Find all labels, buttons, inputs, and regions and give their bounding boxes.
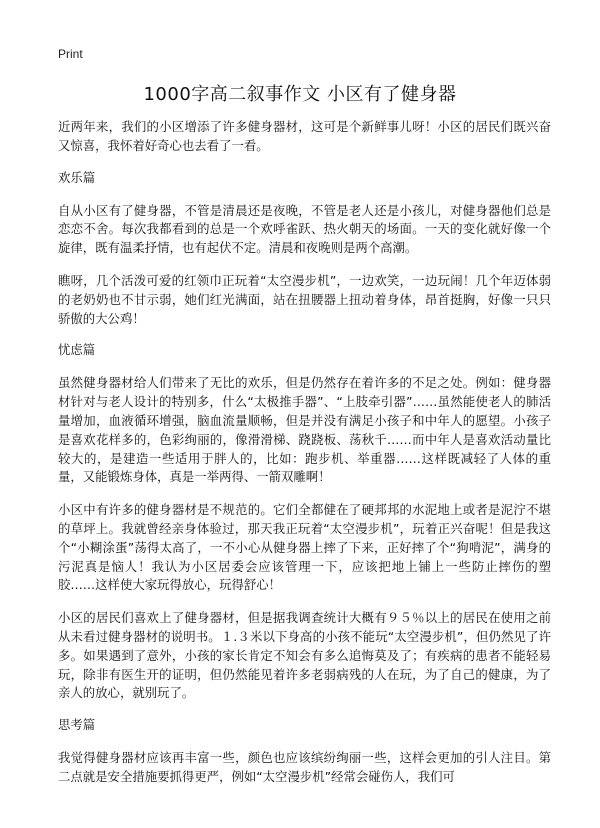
print-link[interactable]: Print [58, 47, 83, 61]
paragraph-intro: 近两年来，我们的小区增添了许多健身器材，这可是个新鲜事儿呀！小区的居民们既兴奋又惊喜，我怀着好奇心也去看了一看。 [58, 119, 551, 153]
paragraph-worry-1: 虽然健身器材给人们带来了无比的欢乐，但是仍然存在着许多的不足之处。例如：健身器材针对与老人设计的特别多，什么“太极推手器”、“上肢牵引器”……虽然能使老人的肺活量增加，血液循环增强，脑血流量顺畅，但是并没有满足小孩子和中年人的愿望。小孩子是喜欢花样多的，色彩绚丽的，像滑滑梯、跷跷板、荡秋千……而中年人是喜欢活动量比较大的，是建造一些适用于胖人的，比如：跑步机、举重器……这样既减轻了人体的重量，又能锻炼身体，真是一举两得、一箭双雕啊！ [58, 375, 551, 485]
paragraph-worry-3: 小区的居民们喜欢上了健身器材，但是据我调查统计大概有９５％以上的居民在使用之前从未看过健身器材的说明书。１.３米以下身高的小孩不能玩“太空漫步机”，但仍然见了许多。如果遇到了意外，小孩的家长肯定不知会有多么追悔莫及了；有疾病的患者不能轻易玩，除非有医生开的证明，但仍然能见着许多老弱病残的人在玩，为了自己的健康，为了亲人的放心，就别玩了。 [58, 610, 551, 701]
paragraph-reflection-1: 我觉得健身器材应该再丰富一些，颜色也应该缤纷绚丽一些，这样会更加的引人注目。第二点就是安全措施要抓得更严，例如“太空漫步机”经常会碰伤人，我们可 [58, 750, 551, 784]
paragraph-worry-2: 小区中有许多的健身器材是不规范的。它们全都健在了硬邦邦的水泥地上或者是泥泞不堪的草坪上。我就曾经亲身体验过，那天我正玩着“太空漫步机”，玩着正兴奋呢！但是我这个“小糊涂蛋”荡得太高了，一不小心从健身器上摔了下来，正好摔了个“狗啃泥”，满身的污泥真是恼人！我认为小区居委会应该管理一下，应该把地上铺上一些防止摔伤的塑胶……这样使大家玩得放心，玩得舒心！ [58, 502, 551, 593]
article-title: 1000字高二叙事作文 小区有了健身器 [143, 84, 457, 105]
section-heading-joy: 欢乐篇 [58, 169, 96, 185]
article-body [58, 118, 551, 801]
section-heading-reflection: 思考篇 [58, 717, 96, 733]
paragraph-joy-1: 自从小区有了健身器，不管是清晨还是夜晚，不管是老人还是小孩儿，对健身器他们总是恋恋不舍。每次我都看到的总是一个欢呼雀跃、热火朝天的场面。一天的变化就好像一个旋律，既有温柔抒情，也有起伏不定。清晨和夜晚则是两个高潮。 [58, 202, 551, 256]
paragraph-joy-2: 瞧呀，几个活泼可爱的红领巾正玩着“太空漫步机”，一边欢笑，一边玩闹！几个年迈体弱的老奶奶也不甘示弱，她们红光满面，站在扭腰器上扭动着身体，昂首挺胸，好像一只只骄傲的大公鸡！ [58, 272, 551, 326]
section-heading-worry: 忧虑篇 [58, 342, 96, 358]
